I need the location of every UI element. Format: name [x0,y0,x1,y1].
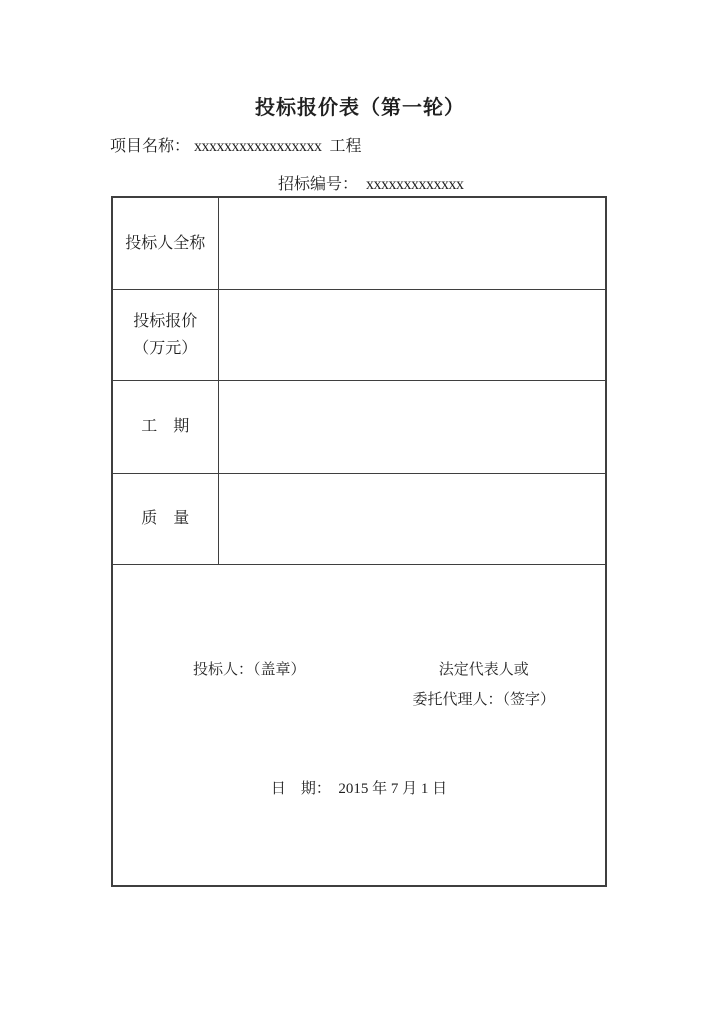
table-row-signature [112,564,606,886]
document-title: 投标报价表（第一轮） [255,97,465,119]
project-name-suffix: 工程 [329,138,362,155]
table-row-duration [112,380,606,473]
bid-price-value-cell [218,289,606,380]
project-name-label: 项目名称： [110,138,191,155]
signature-row [113,655,605,715]
bid-price-label-line1: 投标报价 [133,312,198,330]
quality-label-cell [112,473,218,564]
project-name-line [110,133,362,156]
tender-number-label: 招标编号： [278,176,359,193]
legal-representative-line1: 法定代表人或 [438,661,529,678]
signature-cell [112,564,606,886]
quality-label: 质 量 [141,510,190,527]
table-row-quality [112,473,606,564]
tender-number-line [278,171,464,194]
duration-value-cell [218,380,606,473]
bidder-seal-label: 投标人：（盖章） [193,661,306,678]
tender-number-value: xxxxxxxxxxxxx [366,176,464,193]
table-row-bidder-name [112,197,606,289]
legal-representative-line2: 委托代理人：（签字） [412,691,555,708]
bid-price-label-line2: （万元） [133,339,198,357]
project-name-value: xxxxxxxxxxxxxxxxx [194,138,322,155]
date-line: 日 期： 2015 年 7 月 1 日 [270,780,448,797]
quality-value-cell [218,473,606,564]
duration-label-cell [112,380,218,473]
table-row-bid-price [112,289,606,380]
duration-label: 工 期 [141,418,190,435]
bidder-name-label-cell [112,197,218,289]
bidder-name-label: 投标人全称 [125,234,206,252]
bidder-name-value-cell [218,197,606,289]
legal-representative-block [412,655,555,715]
bid-price-label-cell [112,289,218,380]
signature-block [113,565,605,798]
bid-form-table [111,196,607,887]
